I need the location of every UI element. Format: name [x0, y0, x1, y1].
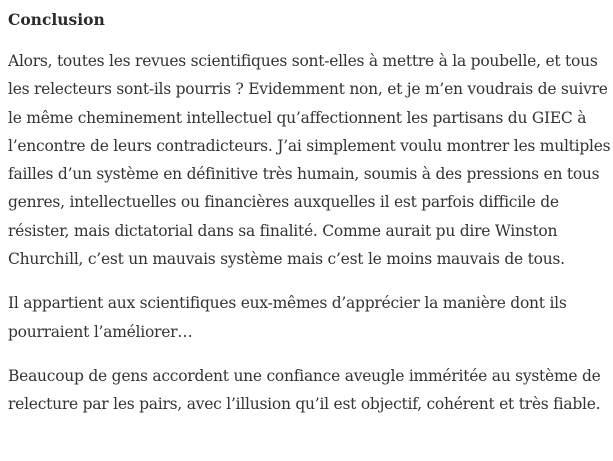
paragraph-2: [8, 289, 608, 346]
paragraph-line: les relecteurs sont-ils pourris ? Evidemment non, et je m’en voudrais de suivre: [8, 80, 608, 99]
paragraph-line: genres, intellectuelles ou financières auxquelles il est parfois difficile de: [8, 193, 559, 212]
paragraph-line: Il appartient aux scientifiques eux-mêmes d’apprécier la manière dont ils: [8, 294, 567, 313]
paragraph-line: Beaucoup de gens accordent une confiance aveugle imméritée au système de: [8, 366, 601, 385]
article-body: [8, 0, 611, 419]
paragraph-line: Alors, toutes les revues scientifiques sont-elles à mettre à la poubelle, et tous: [8, 52, 598, 70]
paragraph-line: résister, mais dictatorial dans sa finalité. Comme aurait pu dire Winston: [8, 221, 558, 240]
paragraph-line: l’encontre de leurs contradicteurs. J’ai simplement voulu montrer les multiples: [8, 136, 611, 155]
paragraph-line: failles d’un système en définitive très humain, soumis à des pressions en tous: [8, 165, 600, 184]
paragraph-line: pourraient l’améliorer…: [8, 322, 193, 341]
paragraph-line: relecture par les pairs, avec l’illusion qu’il est objectif, cohérent et très fiable.: [8, 395, 601, 414]
paragraph-line: Churchill, c’est un mauvais système mais c’est le moins mauvais de tous.: [8, 250, 565, 269]
section-heading: Conclusion: [8, 10, 105, 29]
paragraph-3: [8, 362, 608, 419]
paragraph-1: [8, 47, 611, 273]
paragraph-line: le même cheminement intellectuel qu’affectionnent les partisans du GIEC à: [8, 108, 587, 127]
